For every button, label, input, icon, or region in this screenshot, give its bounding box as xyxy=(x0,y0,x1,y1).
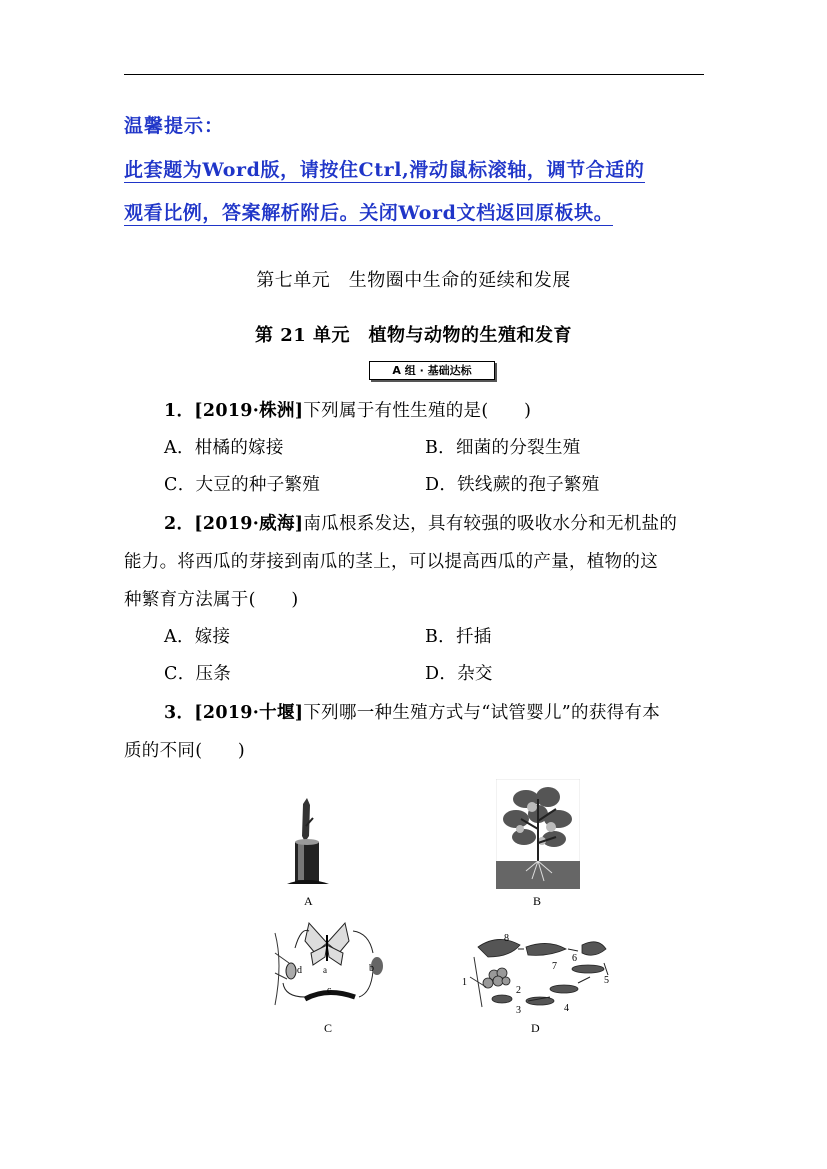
d-label-3: 3 xyxy=(516,1005,521,1016)
q1-option-d: D．铁线蕨的孢子繁殖 xyxy=(425,475,600,495)
question-2: 2．[2019·威海]南瓜根系发达，具有较强的吸收水分和无机盐的 xyxy=(164,514,678,534)
figure-c-caption: C xyxy=(324,1021,333,1035)
unit-title: 第七单元 生物圈中生命的延续和发展 xyxy=(256,270,571,291)
d-label-5: 5 xyxy=(604,975,609,986)
c-label-c: c xyxy=(327,985,332,996)
question-1: 1．[2019·株洲]下列属于有性生殖的是( ) xyxy=(164,401,532,421)
grafting-figure xyxy=(283,796,333,888)
c-label-a: a xyxy=(323,965,327,975)
figure-d-caption: D xyxy=(531,1021,540,1035)
q1-option-c: C．大豆的种子繁殖 xyxy=(164,475,321,495)
question-3-line-2: 质的不同( ) xyxy=(124,741,246,761)
c-label-d: d xyxy=(297,965,302,976)
butterfly-lifecycle-figure xyxy=(265,913,389,1017)
d-label-2: 2 xyxy=(516,985,521,996)
tip-title: 温馨提示： xyxy=(124,115,225,137)
d-label-1: 1 xyxy=(462,977,467,988)
q2-option-b: B．扦插 xyxy=(425,627,492,647)
q2-option-d: D．杂交 xyxy=(425,664,493,684)
q2-option-a: A．嫁接 xyxy=(164,627,231,647)
header-rule xyxy=(124,74,704,75)
q1-option-a: A．柑橘的嫁接 xyxy=(164,438,284,458)
d-label-7: 7 xyxy=(552,961,557,972)
frog-lifecycle-figure xyxy=(458,927,614,1019)
question-2-line-2: 能力。将西瓜的芽接到南瓜的茎上，可以提高西瓜的产量，植物的这 xyxy=(124,552,658,572)
figure-b-caption: B xyxy=(533,894,542,908)
group-badge: A 组 · 基础达标 xyxy=(369,361,495,380)
q1-option-b: B．细菌的分裂生殖 xyxy=(425,438,581,458)
question-3: 3．[2019·十堰]下列哪一种生殖方式与“试管婴儿”的获得有本 xyxy=(164,703,661,723)
c-label-b: b xyxy=(369,963,374,974)
tip-line-2: 观看比例，答案解析附后。关闭Word文档返回原板块。 xyxy=(124,202,614,224)
section-title: 第 21 单元 植物与动物的生殖和发育 xyxy=(254,325,573,346)
figure-a-caption: A xyxy=(304,894,313,908)
d-label-6: 6 xyxy=(572,953,577,964)
plant-figure xyxy=(496,779,580,889)
tip-line-1: 此套题为Word版，请按住Ctrl,滑动鼠标滚轴，调节合适的 xyxy=(124,159,645,181)
question-2-line-3: 种繁育方法属于( ) xyxy=(124,590,299,610)
q2-option-c: C．压条 xyxy=(164,664,232,684)
d-label-8: 8 xyxy=(504,933,509,944)
d-label-4: 4 xyxy=(564,1003,569,1014)
